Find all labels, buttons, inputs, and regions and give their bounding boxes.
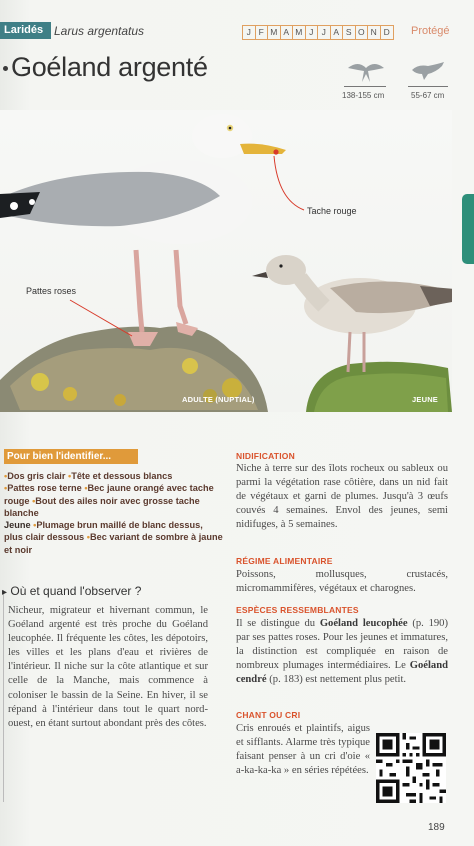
identify-bullet: • xyxy=(84,483,88,494)
similar-text-part: Il se distingue du xyxy=(236,618,320,629)
identify-body xyxy=(4,470,224,556)
month-cell: A xyxy=(331,26,344,39)
identify-text: Bec jaune orangé avec tache rouge xyxy=(4,483,214,506)
identify-bullet: • xyxy=(4,483,8,494)
identify-text: Dos gris clair xyxy=(7,471,68,481)
observe-text: Nicheur, migrateur et hivernant commun, le Goéland argenté est très proche du Goéland leucophée. Il fréquente les côtes, les dépotoirs, les villes et les plans d'eau et rivières de l'intérieur. Il niche sur la côte atlantique et sur celle de la Manche, mais commence à coloniser le bassin de la Seine. En hiver, il se répand à l'intérieur dans tout le quart nord-ouest, en étant surtout abondant près des côtes. xyxy=(8,605,208,729)
month-cell: F xyxy=(256,26,269,39)
identify-text: Bec variant de sombre à jaune et noir xyxy=(4,532,223,555)
identify-bullet: • xyxy=(86,532,90,543)
wingspan-bird-icon xyxy=(346,56,386,84)
identify-text: Plumage brun maillé de blanc dessus, plus clair dessous xyxy=(4,520,203,543)
month-cell: N xyxy=(368,26,381,39)
title-bullet xyxy=(3,66,8,71)
month-cell: M xyxy=(293,26,306,39)
wingspan-line xyxy=(344,86,386,87)
identify-bullet: • xyxy=(67,471,72,481)
month-cell: J xyxy=(318,26,331,39)
month-cell: J xyxy=(306,26,319,39)
length-bird-icon xyxy=(408,56,448,84)
identify-text: Bout des ailes noir avec grosse tache blanche xyxy=(4,495,200,518)
similar-species-link: Goéland leucophée xyxy=(319,618,408,629)
month-cell: S xyxy=(343,26,356,39)
similar-species-heading: ESPÈCES RESSEMBLANTES xyxy=(236,605,359,615)
identify-text: Tête et dessous blancs xyxy=(71,471,173,481)
family-tag: Laridés xyxy=(0,22,51,39)
latin-name: Larus argentatus xyxy=(54,24,145,38)
identify-box xyxy=(4,446,224,556)
triangle-icon: ▸ xyxy=(2,587,8,598)
qr-code[interactable] xyxy=(376,733,446,803)
nidification-heading: NIDIFICATION xyxy=(236,451,295,461)
identify-bullet: • xyxy=(32,495,36,506)
juvenile-label: Jeune xyxy=(4,520,34,531)
month-calendar xyxy=(242,25,394,40)
song-text: Cris enroués et plaintifs, aigus et sifflants. Alarme très typique faisant penser à un cri d'oie « a-ka-ka-ka » en séries répétées. xyxy=(236,723,370,777)
identify-bullet: • xyxy=(4,471,8,481)
similar-text-part: (p. 190) par ses pattes roses. Pour les jeunes et immatures, la distinction est compliquée en raison de nombreux plumages intermédiaires. Le xyxy=(236,618,449,672)
observe-heading-text: Où et quand l'observer ? xyxy=(10,584,142,598)
month-cell: M xyxy=(268,26,281,39)
species-title: Goéland argenté xyxy=(11,52,208,82)
juvenile-caption: JEUNE xyxy=(412,395,439,404)
bird-photograph xyxy=(0,110,452,412)
length-label: 55-67 cm xyxy=(411,91,445,100)
similar-species-link: Goéland cendré xyxy=(236,660,448,686)
wingspan-label: 138-155 cm xyxy=(342,91,385,100)
pink-legs-annotation: Pattes roses xyxy=(26,286,77,296)
nidification-text: Niche à terre sur des îlots rocheux ou sableux ou parmi la végétation rase côtière, dans un nid fait de végétaux et garni de plumes. Jusqu'à 3 œufs couvés 4 semaines. Envol des jeunes, semi nidifuges, à 5 semaines. xyxy=(236,463,448,531)
song-heading: CHANT OU CRI xyxy=(236,710,301,720)
month-cell: A xyxy=(281,26,294,39)
length-line xyxy=(408,86,448,87)
observe-heading xyxy=(2,584,141,598)
identify-heading: Pour bien l'identifier... xyxy=(4,449,138,464)
identify-bullet: • xyxy=(33,520,37,531)
identify-text: Pattes rose terne xyxy=(7,483,85,494)
bird-illustration xyxy=(0,110,452,412)
page-number: 189 xyxy=(428,822,445,833)
similar-species-text xyxy=(236,617,448,687)
adult-caption: ADULTE (NUPTIAL) xyxy=(182,395,255,404)
similar-text-part: (p. 183) est nettement plus petit. xyxy=(266,674,407,686)
month-cell: D xyxy=(383,27,390,37)
red-spot-annotation: Tache rouge xyxy=(307,206,357,216)
section-side-tab xyxy=(462,194,474,264)
margin-rule xyxy=(3,590,4,802)
protection-status: Protégé xyxy=(411,25,450,37)
month-cell: O xyxy=(356,26,369,39)
month-cell: J xyxy=(243,26,256,39)
diet-text: Poissons, mollusques, crustacés, micromammifères, végétaux et charognes. xyxy=(236,569,448,595)
diet-heading: RÉGIME ALIMENTAIRE xyxy=(236,556,333,566)
